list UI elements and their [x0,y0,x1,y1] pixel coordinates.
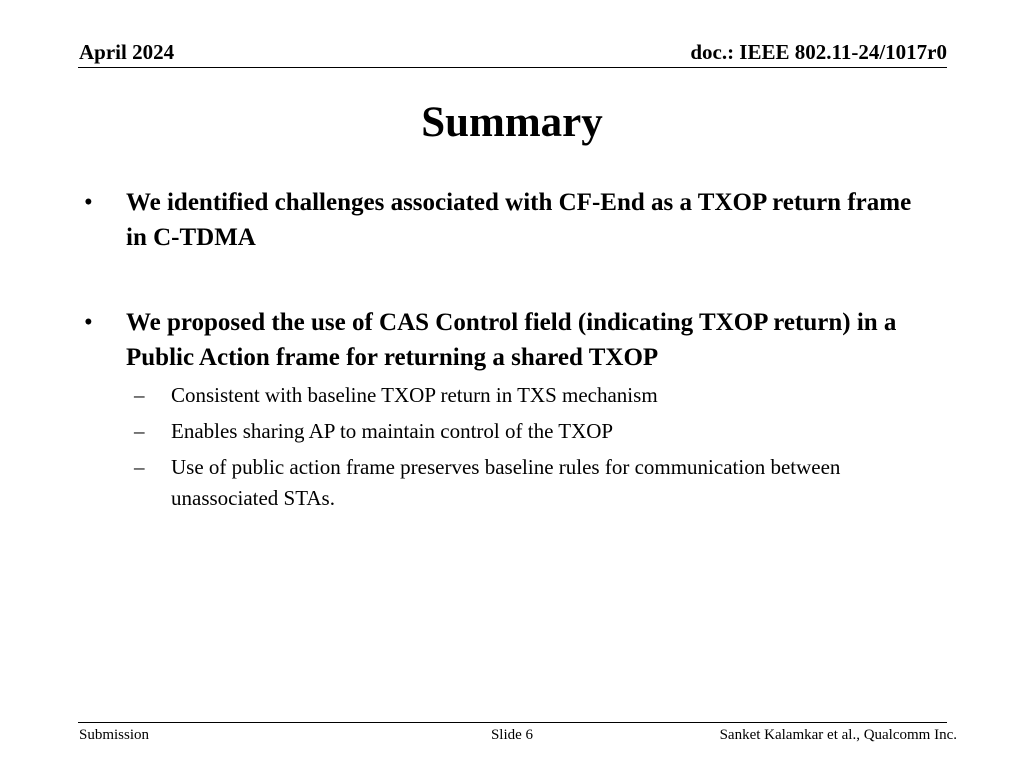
bullet-dot-icon: • [84,189,93,216]
sub-bullet-text: Use of public action frame preserves baseline rules for communication between unassociated STAs. [171,455,841,510]
sub-bullet-item [84,380,934,411]
header-doc-id: doc.: IEEE 802.11-24/1017r0 [690,40,947,64]
bullet-text: We identified challenges associated with CF-End as a TXOP return frame in C-TDMA [126,189,912,251]
slide-title: Summary [421,99,603,146]
dash-icon: – [134,383,145,407]
sub-bullet-item [84,416,934,447]
dash-icon: – [134,419,145,443]
sub-bullet-text: Enables sharing AP to maintain control of the TXOP [171,419,614,443]
bullet-item [84,305,934,375]
bullet-item [84,185,934,255]
header-rule [78,67,947,68]
bullet-list [84,185,934,514]
footer-rule [78,722,947,723]
sub-bullet-text: Consistent with baseline TXOP return in TXS mechanism [171,383,658,407]
footer-authors: Sanket Kalamkar et al., Qualcomm Inc. [719,727,957,743]
bullet-text: We proposed the use of CAS Control field (indicating TXOP return) in a Public Action frame for returning a shared TXOP [126,309,897,371]
header-date: April 2024 [79,40,175,64]
footer-submission: Submission [79,727,150,743]
footer-slide-number: Slide 6 [490,727,534,743]
sub-bullet-item [84,452,934,514]
bullet-dot-icon: • [84,309,93,336]
dash-icon: – [134,455,145,479]
